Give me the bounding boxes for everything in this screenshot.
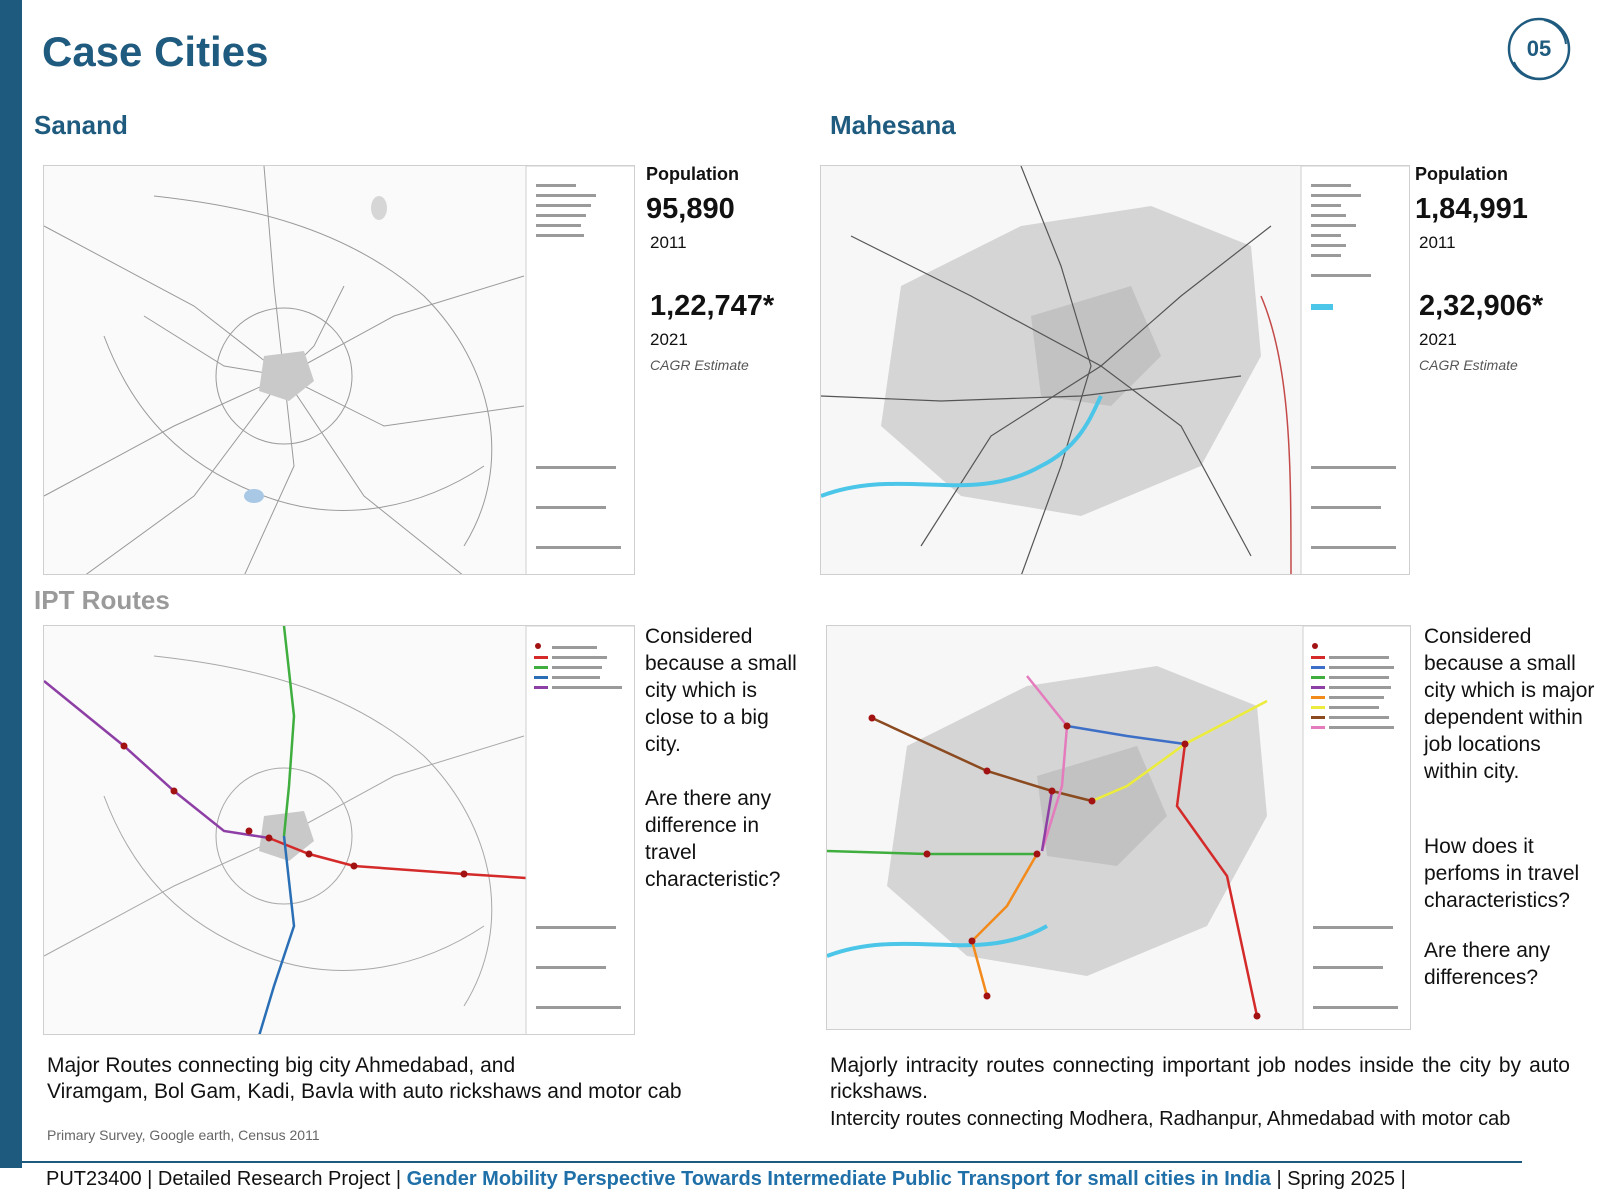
- sanand-population-2011: 95,890: [646, 193, 735, 225]
- sanand-road-network-map: [43, 165, 635, 575]
- mahesana-year-2011: 2011: [1419, 233, 1456, 252]
- footer-course: PUT23400 | Detailed Research Project |: [46, 1168, 402, 1190]
- sanand-population-label: Population: [646, 164, 739, 184]
- footer-divider: [22, 1161, 1522, 1163]
- footer-project-title: Gender Mobility Perspective Towards Intermediate Public Transport for small cities in India: [406, 1168, 1271, 1190]
- sanand-year-2011: 2011: [650, 233, 687, 252]
- mahesana-population-label: Population: [1415, 164, 1508, 184]
- sanand-year-2021: 2021: [650, 330, 688, 349]
- data-source-note: Primary Survey, Google earth, Census 2011: [47, 1127, 320, 1143]
- mahesana-question-3: Are there any differences?: [1424, 939, 1551, 989]
- mahesana-road-network-map: [820, 165, 1410, 575]
- sanand-ipt-routes-map: [43, 625, 635, 1035]
- sanand-caption-line-2: Viramgam, Bol Gam, Kadi, Bavla with auto rickshaws and motor cab: [47, 1080, 682, 1103]
- footer-term: | Spring 2025 |: [1276, 1168, 1406, 1190]
- sanand-population-2021: 1,22,747*: [650, 290, 775, 322]
- mahesana-caption-2: Intercity routes connecting Modhera, Radhanpur, Ahmedabad with motor cab: [830, 1108, 1511, 1130]
- mahesana-population-2011: 1,84,991: [1415, 193, 1528, 225]
- mahesana-estimate-note: CAGR Estimate: [1419, 357, 1518, 373]
- footer: [46, 1168, 1406, 1191]
- sanand-section-title: Sanand: [34, 110, 128, 140]
- ipt-routes-section-title: IPT Routes: [34, 585, 170, 615]
- sidebar-stripe: [0, 0, 22, 1168]
- page-number-badge: [1504, 14, 1574, 84]
- sanand-estimate-note: CAGR Estimate: [650, 357, 749, 373]
- sanand-question-1: Considered because a small city which is close to a big city.: [645, 625, 797, 756]
- page-title: Case Cities: [42, 28, 269, 75]
- mahesana-ipt-routes-map: [826, 625, 1411, 1030]
- mahesana-year-2021: 2021: [1419, 330, 1457, 349]
- mahesana-question-2: How does it perfoms in travel characteristics?: [1424, 835, 1580, 912]
- sanand-question-2: Are there any difference in travel characteristic?: [645, 787, 781, 891]
- mahesana-caption-1: Majorly intracity routes connecting important job nodes inside the city by auto rickshaws.: [830, 1054, 1570, 1103]
- mahesana-population-2021: 2,32,906*: [1419, 290, 1544, 322]
- mahesana-question-1: Considered because a small city which is major dependent within job locations within city.: [1424, 625, 1595, 783]
- mahesana-section-title: Mahesana: [830, 110, 956, 140]
- page-number: 05: [1526, 36, 1552, 61]
- sanand-caption-line-1: Major Routes connecting big city Ahmedabad, and: [47, 1054, 516, 1077]
